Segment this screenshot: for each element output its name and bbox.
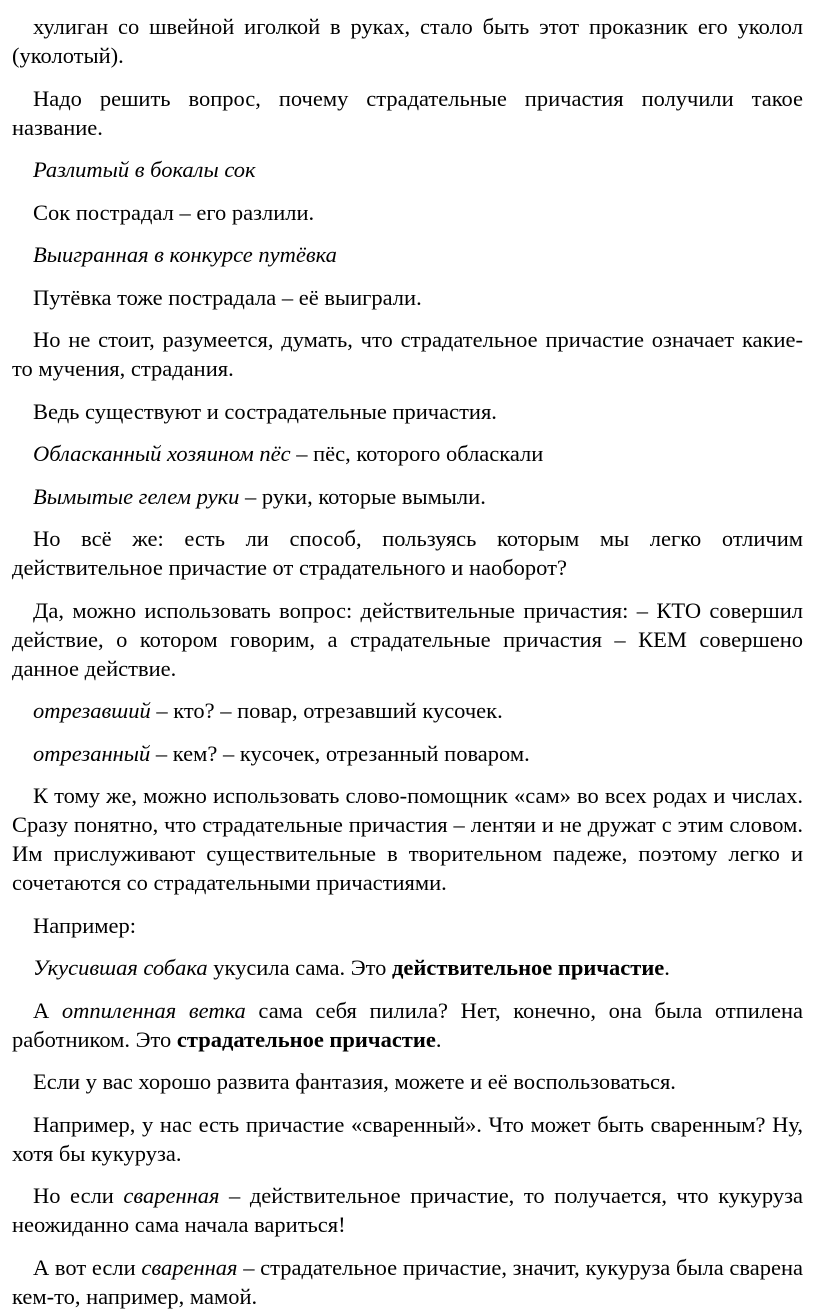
- text: .: [664, 955, 670, 980]
- text: Например, у нас есть причастие «сваренный». Что может быть сваренным? Ну, хотя бы кукуруза.: [12, 1111, 803, 1166]
- text: – пёс, которого обласкали: [290, 441, 544, 466]
- text: – страдательное причастие, значит, кукуруза была сварена кем-то, например, мамой.: [12, 1254, 803, 1309]
- example-dog-bit: [12, 953, 803, 982]
- text: К тому же, можно использовать слово-помощник «сам» во всех родах и числах. Сразу понятно, что страдательные причастия – лентяи и не дружат с этим словом. Им прислуживают существительные в творительном падеже, поэтому легко и сочетаются со страдательными причастиями.: [12, 783, 803, 895]
- paragraph-boiled-example: [12, 1110, 803, 1168]
- example-cut-passive: [12, 739, 803, 768]
- text: – кто? – повар, отрезавший кусочек.: [150, 698, 503, 723]
- paragraph-boiled-passive: [12, 1253, 803, 1311]
- italic-example: Разлитый в бокалы сок: [33, 157, 256, 182]
- example-cut-active: [12, 696, 803, 725]
- text: Если у вас хорошо развита фантазия, можете и её воспользоваться.: [33, 1069, 676, 1094]
- example-spilled-juice: [12, 155, 803, 184]
- italic-example: отрезавший: [33, 698, 151, 723]
- text: – кем? – кусочек, отрезанный поваром.: [150, 740, 530, 766]
- paragraph-suffering: [12, 325, 803, 383]
- example-sawn-branch: [12, 996, 803, 1054]
- paragraph-juice-explanation: [12, 198, 803, 227]
- paragraph-2: [12, 84, 803, 142]
- paragraph-question: [12, 524, 803, 582]
- paragraph-for-example: [12, 911, 803, 940]
- text: Сок пострадал – его разлили.: [33, 199, 315, 225]
- paragraph-voucher-explanation: [12, 283, 803, 312]
- italic-example: отрезанный: [33, 740, 151, 766]
- text: Но если: [33, 1183, 124, 1208]
- text: сама себя пилила? Нет, конечно, она была отпилена работником. Это: [12, 997, 804, 1052]
- text: – руки, которые вымыли.: [239, 483, 486, 509]
- italic-example: отпиленная ветка: [61, 997, 246, 1023]
- paragraph-helper-word: [12, 781, 803, 897]
- text: Ведь существуют и сострадательные причастия.: [33, 398, 497, 424]
- paragraph-boiled-active: [12, 1181, 803, 1239]
- text: Надо решить вопрос, почему страдательные причастия получили такое название.: [12, 85, 803, 140]
- text: укусила сама. Это: [207, 955, 393, 980]
- example-hands: [12, 482, 803, 511]
- text: .: [435, 1026, 442, 1052]
- text: Но не стоит, разумеется, думать, что страдательное причастие означает какие-то мучения, страдания.: [12, 327, 803, 381]
- example-dog: [12, 439, 803, 468]
- text: А: [33, 997, 62, 1023]
- paragraph-compassionate: [12, 397, 803, 426]
- text: Но всё же: есть ли способ, пользуясь которым мы легко отличим действительное причастие от страдательного и наоборот?: [12, 526, 803, 580]
- example-won-voucher: [12, 240, 803, 269]
- text: – действительное причастие, то получается, что кукуруза неожиданно сама начала вариться!: [12, 1183, 803, 1237]
- paragraph-fantasy: [12, 1067, 803, 1096]
- paragraph-answer: [12, 596, 803, 683]
- italic-example: сваренная: [141, 1254, 238, 1280]
- bold-term: страдательное причастие: [176, 1026, 436, 1052]
- italic-example: Вымытые гелем руки: [33, 483, 240, 509]
- text: Например:: [33, 912, 136, 938]
- paragraph-1: [12, 12, 803, 70]
- italic-example: сваренная: [123, 1183, 220, 1208]
- text: Путёвка тоже пострадала – её выиграли.: [33, 284, 422, 310]
- bold-term: действительное причастие: [392, 955, 665, 980]
- italic-example: Выигранная в конкурсе путёвка: [33, 242, 337, 267]
- text: А вот если: [33, 1254, 142, 1280]
- text: хулиган со швейной иголкой в руках, стало быть этот проказник его уколол (уколотый).: [12, 14, 803, 68]
- italic-example: Укусившая собака: [33, 955, 208, 980]
- italic-example: Обласканный хозяином пёс: [33, 441, 291, 466]
- text: Да, можно использовать вопрос: действительные причастия: – КТО совершил действие, о котором говорим, а страдательные причастия – КЕМ совершено данное действие.: [12, 597, 803, 681]
